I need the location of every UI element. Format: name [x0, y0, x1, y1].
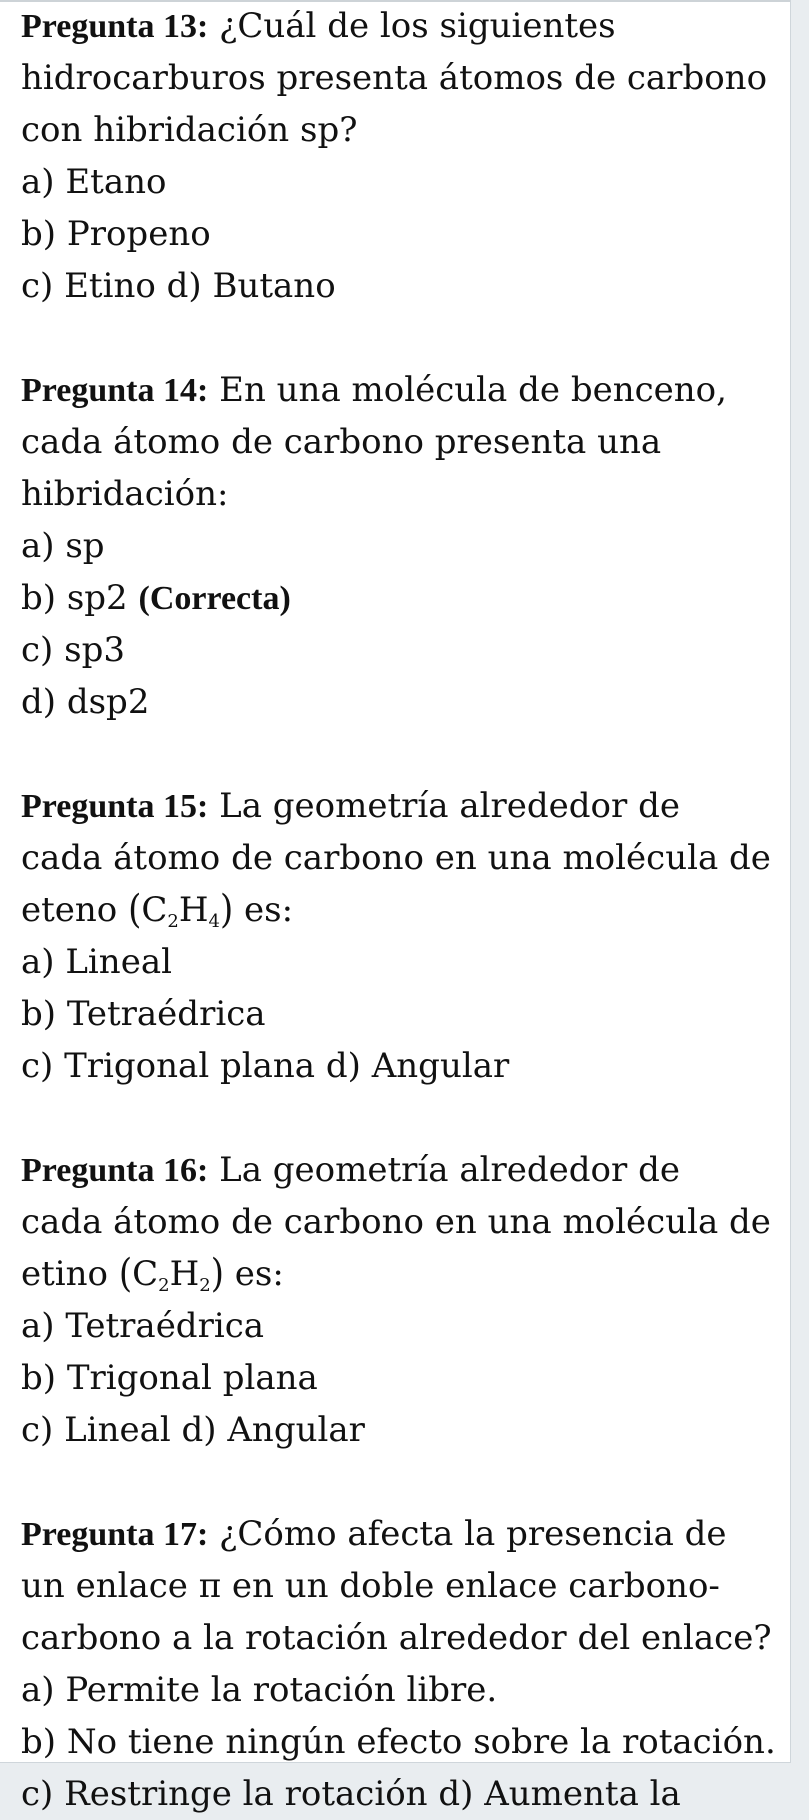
ethyne-formula: [119, 1248, 224, 1300]
question-15-prompt-line-1: La geometría alrededor de: [219, 786, 680, 826]
question-17-option-c-d: c) Restringe la rotación d) Aumenta la: [21, 1774, 681, 1814]
question-16-molecule-name: etino: [21, 1254, 109, 1294]
question-13-prompt-line-1: ¿Cuál de los siguientes: [219, 6, 616, 46]
question-17-prompt-line-3: carbono a la rotación alrededor del enlace?: [21, 1618, 772, 1658]
correct-answer-tag: (Correcta): [138, 580, 291, 617]
question-15-title: Pregunta 15:: [21, 788, 209, 825]
question-14-option-a: a) sp: [21, 526, 105, 566]
question-16-title: Pregunta 16:: [21, 1152, 209, 1189]
questions-content: [21, 0, 781, 1820]
question-16-prompt-line-3: [21, 1248, 781, 1300]
question-15-prompt-line-2: cada átomo de carbono en una molécula de: [21, 838, 771, 878]
question-16-option-b: b) Trigonal plana: [21, 1358, 318, 1398]
formula-close-paren: ): [210, 1251, 224, 1297]
question-15-prompt-line-3: [21, 884, 781, 936]
question-14-option-b: b) sp2: [21, 578, 128, 618]
formula-close-paren: ): [219, 887, 234, 933]
question-15-title-line: [21, 780, 781, 832]
ethene-formula: [128, 884, 233, 936]
question-14-option-c: c) sp3: [21, 630, 125, 670]
formula-open-paren: (: [128, 887, 142, 933]
question-13-title-line: [21, 0, 781, 52]
question-16-prompt-line-1: La geometría alrededor de: [219, 1150, 680, 1190]
question-13-option-b: b) Propeno: [21, 214, 211, 254]
formula-carbon: C: [141, 890, 168, 930]
question-14-option-b-line: [21, 572, 781, 624]
question-17-option-b: b) No tiene ningún efecto sobre la rotación.: [21, 1722, 776, 1762]
question-16-option-c-d: c) Lineal d) Angular: [21, 1410, 365, 1450]
question-13-option-c-d: c) Etino d) Butano: [21, 266, 336, 306]
formula-carbon-subscript: 2: [167, 911, 179, 932]
question-16-after-formula: es:: [234, 1254, 284, 1294]
question-17-title: Pregunta 17:: [21, 1516, 209, 1553]
question-14: [21, 364, 781, 728]
formula-carbon-subscript: 2: [158, 1275, 170, 1296]
question-17: [21, 1508, 781, 1820]
question-14-prompt-line-1: En una molécula de benceno,: [219, 370, 727, 410]
question-16-title-line: [21, 1144, 781, 1196]
question-16: [21, 1144, 781, 1456]
question-15-molecule-name: eteno: [21, 890, 118, 930]
question-15-option-b: b) Tetraédrica: [21, 994, 266, 1034]
question-13: [21, 0, 781, 312]
question-14-option-d: d) dsp2: [21, 682, 150, 722]
question-14-prompt-line-3: hibridación:: [21, 474, 229, 514]
question-13-option-a: a) Etano: [21, 162, 167, 202]
question-14-title-line: [21, 364, 781, 416]
question-14-title: Pregunta 14:: [21, 372, 209, 409]
formula-open-paren: (: [118, 1251, 133, 1297]
formula-hydrogen-subscript: 2: [199, 1275, 211, 1296]
formula-hydrogen-subscript: 4: [208, 911, 220, 932]
question-17-option-a: a) Permite la rotación libre.: [21, 1670, 498, 1710]
question-15-option-c-d: c) Trigonal plana d) Angular: [21, 1046, 510, 1086]
question-16-prompt-line-2: cada átomo de carbono en una molécula de: [21, 1202, 771, 1242]
formula-hydrogen: H: [178, 890, 209, 930]
question-15-option-a: a) Lineal: [21, 942, 172, 982]
question-15-after-formula: es:: [244, 890, 294, 930]
formula-hydrogen: H: [169, 1254, 200, 1294]
question-13-prompt-line-3: con hibridación sp?: [21, 110, 358, 150]
question-15: [21, 780, 781, 1092]
question-13-title: Pregunta 13:: [21, 8, 209, 45]
question-17-prompt-line-1: ¿Cómo afecta la presencia de: [219, 1514, 727, 1554]
question-17-title-line: [21, 1508, 781, 1560]
question-14-prompt-line-2: cada átomo de carbono presenta una: [21, 422, 662, 462]
question-17-prompt-line-2: un enlace π en un doble enlace carbono-: [21, 1566, 720, 1606]
question-16-option-a: a) Tetraédrica: [21, 1306, 265, 1346]
question-13-prompt-line-2: hidrocarburos presenta átomos de carbono: [21, 58, 768, 98]
formula-carbon: C: [132, 1254, 159, 1294]
